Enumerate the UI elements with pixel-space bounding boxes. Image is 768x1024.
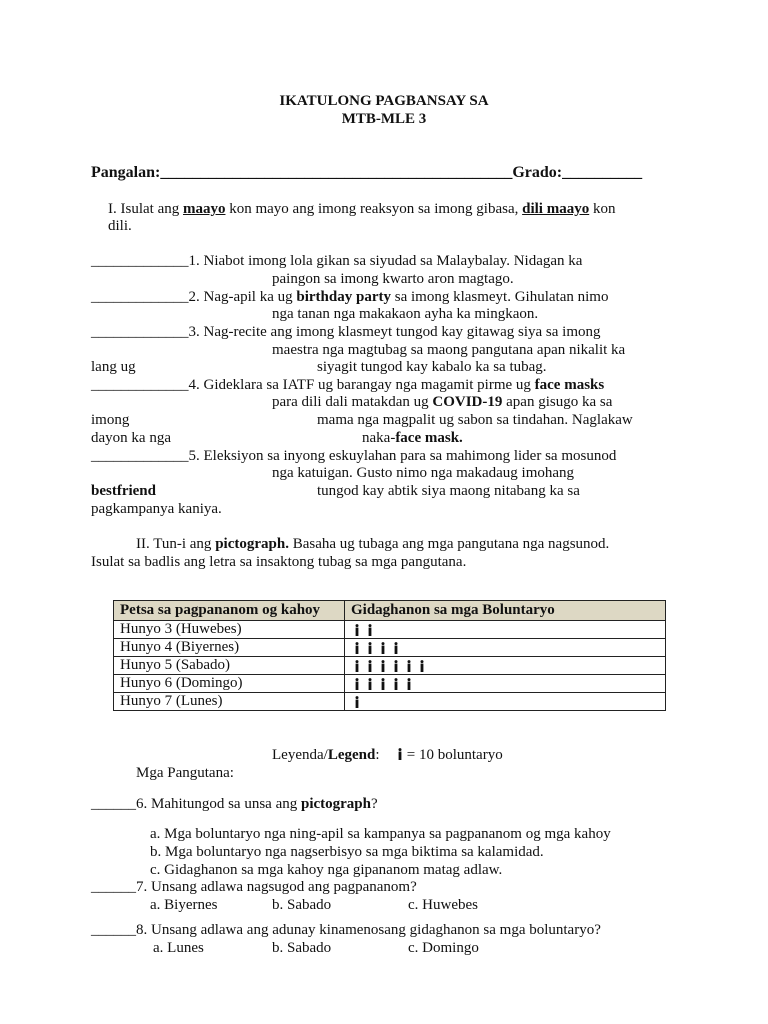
item-3-line2: maestra nga magtubag sa maong pangutana apan nikalit ka <box>272 342 626 358</box>
date-cell: Hunyo 3 (Huwebes) <box>114 621 345 639</box>
answer-blank[interactable]: _____________ <box>91 377 189 393</box>
volunteer-icons-cell <box>345 621 666 639</box>
q8-option-b: b. Sabado <box>272 940 332 956</box>
person-icon <box>393 660 399 672</box>
item-4 <box>91 376 604 394</box>
item-text: 3. Nag-recite ang imong klasmeyt tungod kay gitawag siya sa imong <box>188 324 601 340</box>
person-icon <box>354 624 360 636</box>
item-4-line4b <box>362 429 463 447</box>
item-bold-text: COVID-19 <box>432 394 503 410</box>
q8-option-a: a. Lunes <box>153 940 204 956</box>
person-icon <box>367 642 373 654</box>
person-icon <box>393 678 399 690</box>
item-text: 5. Eleksiyon sa inyong eskuylahan para sa mahimong lider sa mosunod <box>188 448 617 464</box>
header-date: Petsa sa pagpananom og kahoy <box>114 601 345 621</box>
person-icon <box>380 642 386 654</box>
answer-blank[interactable]: _____________ <box>91 253 189 269</box>
q6-option-c: c. Gidaghanon sa mga kahoy nga gipananom matag adlaw. <box>150 862 503 878</box>
answer-blank[interactable]: _____________ <box>91 448 189 464</box>
person-icon <box>354 642 360 654</box>
item-bold-text: face masks <box>534 377 605 393</box>
person-icon <box>367 624 373 636</box>
question-6 <box>91 795 378 813</box>
section2-intro <box>136 535 609 553</box>
legend <box>272 746 503 764</box>
section1-intro-text: kon <box>589 201 616 217</box>
question-7 <box>91 878 417 896</box>
item-1-line2: paingon sa imong kwarto aron magtago. <box>272 271 514 287</box>
item-text: sa imong klasmeyt. Gihulatan nimo <box>390 289 609 305</box>
grade-label: Grado: <box>512 164 563 181</box>
item-text: apan gisugo ka sa <box>502 394 613 410</box>
date-cell: Hunyo 7 (Lunes) <box>114 693 345 711</box>
answer-blank[interactable]: _____________ <box>91 324 189 340</box>
table-row <box>114 693 666 711</box>
volunteer-icons-cell <box>345 675 666 693</box>
person-icon <box>397 748 403 760</box>
item-2-line2: nga tanan nga makakaon ayha ka mingkaon. <box>272 306 539 322</box>
date-cell: Hunyo 5 (Sabado) <box>114 657 345 675</box>
questions-heading: Mga Pangutana: <box>136 765 234 781</box>
person-icon <box>354 660 360 672</box>
item-2 <box>91 288 608 306</box>
item-bold-text: birthday party <box>296 289 391 305</box>
section2-intro-text: II. Tun-i ang <box>136 536 216 552</box>
title-line-1: IKATULONG PAGBANSAY SA <box>279 93 489 109</box>
dili-maayo-keyword: dili maayo <box>522 201 590 217</box>
name-blank[interactable]: ____________________________________________ <box>160 164 513 181</box>
question-text: 6. Mahitungod sa unsa ang <box>136 796 301 812</box>
item-3 <box>91 323 601 341</box>
item-4-line3a: imong <box>91 412 130 428</box>
volunteer-icons-cell <box>345 693 666 711</box>
legend-text: = 10 boluntaryo <box>406 747 503 763</box>
legend-prefix: Leyenda/ <box>272 747 328 763</box>
item-text: 2. Nag-apil ka ug <box>188 289 297 305</box>
title-line-2: MTB-MLE 3 <box>341 111 427 127</box>
person-icon <box>380 678 386 690</box>
person-icon <box>367 660 373 672</box>
volunteer-icons-cell <box>345 639 666 657</box>
volunteer-icons-cell <box>345 657 666 675</box>
date-cell: Hunyo 4 (Biyernes) <box>114 639 345 657</box>
grade-blank[interactable]: __________ <box>562 164 643 181</box>
section2-intro-text: Basaha ug tubaga ang mga pangutana nga nagsunod. <box>288 536 610 552</box>
item-4-line2 <box>272 393 612 411</box>
person-icon <box>380 660 386 672</box>
question-text: 8. Unsang adlawa ang adunay kinamenosang gidaghanon sa mga boluntaryo? <box>136 922 601 938</box>
person-icon <box>354 678 360 690</box>
item-5 <box>91 447 616 465</box>
item-text: para dili dali matakdan ug <box>272 394 433 410</box>
legend-bold: Legend <box>327 747 376 763</box>
q6-option-a: a. Mga boluntaryo nga ning-apil sa kampanya sa pagpananom og mga kahoy <box>150 826 611 842</box>
person-icon <box>354 696 360 708</box>
question-text: ? <box>371 796 378 812</box>
person-icon <box>406 678 412 690</box>
q6-option-b: b. Mga boluntaryo nga nagserbisyo sa mga biktima sa kalamidad. <box>150 844 544 860</box>
answer-blank[interactable]: ______ <box>91 922 136 938</box>
date-cell: Hunyo 6 (Domingo) <box>114 675 345 693</box>
name-label: Pangalan: <box>91 164 161 181</box>
question-bold: pictograph <box>300 796 371 812</box>
person-icon <box>419 660 425 672</box>
table-row <box>114 621 666 639</box>
section1-intro-text: kon mayo ang imong reaksyon sa imong gibasa, <box>225 201 523 217</box>
item-text: 1. Niabot imong lola gikan sa siyudad sa Malaybalay. Nidagan ka <box>188 253 583 269</box>
table-header-row <box>114 601 666 621</box>
person-icon <box>367 678 373 690</box>
item-5-line4: pagkampanya kaniya. <box>91 501 222 517</box>
item-text: naka- <box>362 430 396 446</box>
item-bold-text: face mask. <box>395 430 463 446</box>
item-4-line3b: mama nga magpalit ug sabon sa tindahan. Naglakaw <box>317 412 633 428</box>
person-icon <box>393 642 399 654</box>
item-1 <box>91 252 582 270</box>
item-3-line3b: siyagit tungod kay kabalo ka sa tubag. <box>317 359 547 375</box>
item-5-line3a: bestfriend <box>91 483 156 499</box>
legend-colon: : <box>375 747 380 763</box>
item-4-line4a: dayon ka nga <box>91 430 171 446</box>
item-5-line3b: tungod kay abtik siya maong nitabang ka sa <box>317 483 580 499</box>
section2-intro-line2: Isulat sa badlis ang letra sa insaktong tubag sa mga pangutana. <box>91 554 467 570</box>
item-3-line3a: lang ug <box>91 359 136 375</box>
q7-option-b: b. Sabado <box>272 897 332 913</box>
q7-option-a: a. Biyernes <box>150 897 218 913</box>
question-text: 7. Unsang adlawa nagsugod ang pagpananom? <box>136 879 417 895</box>
maayo-keyword: maayo <box>182 201 226 217</box>
name-grade-line <box>91 164 642 182</box>
pictograph-keyword: pictograph. <box>215 536 289 552</box>
section1-intro-text: I. Isulat ang <box>108 201 183 217</box>
section1-intro-line2: dili. <box>108 218 132 234</box>
item-text: 4. Gideklara sa IATF ug barangay nga magamit pirme ug <box>188 377 535 393</box>
table-row <box>114 639 666 657</box>
header-volunteers: Gidaghanon sa mga Boluntaryo <box>345 601 666 621</box>
section1-intro <box>108 200 615 218</box>
item-5-line2: nga katuigan. Gusto nimo nga makadaug imohang <box>272 465 575 481</box>
person-icon <box>406 660 412 672</box>
table-row <box>114 675 666 693</box>
q7-option-c: c. Huwebes <box>408 897 478 913</box>
answer-blank[interactable]: _____________ <box>91 289 189 305</box>
pictograph-table <box>113 600 666 711</box>
answer-blank[interactable]: ______ <box>91 879 136 895</box>
question-8 <box>91 921 601 939</box>
q8-option-c: c. Domingo <box>408 940 479 956</box>
answer-blank[interactable]: ______ <box>91 796 136 812</box>
table-row <box>114 657 666 675</box>
